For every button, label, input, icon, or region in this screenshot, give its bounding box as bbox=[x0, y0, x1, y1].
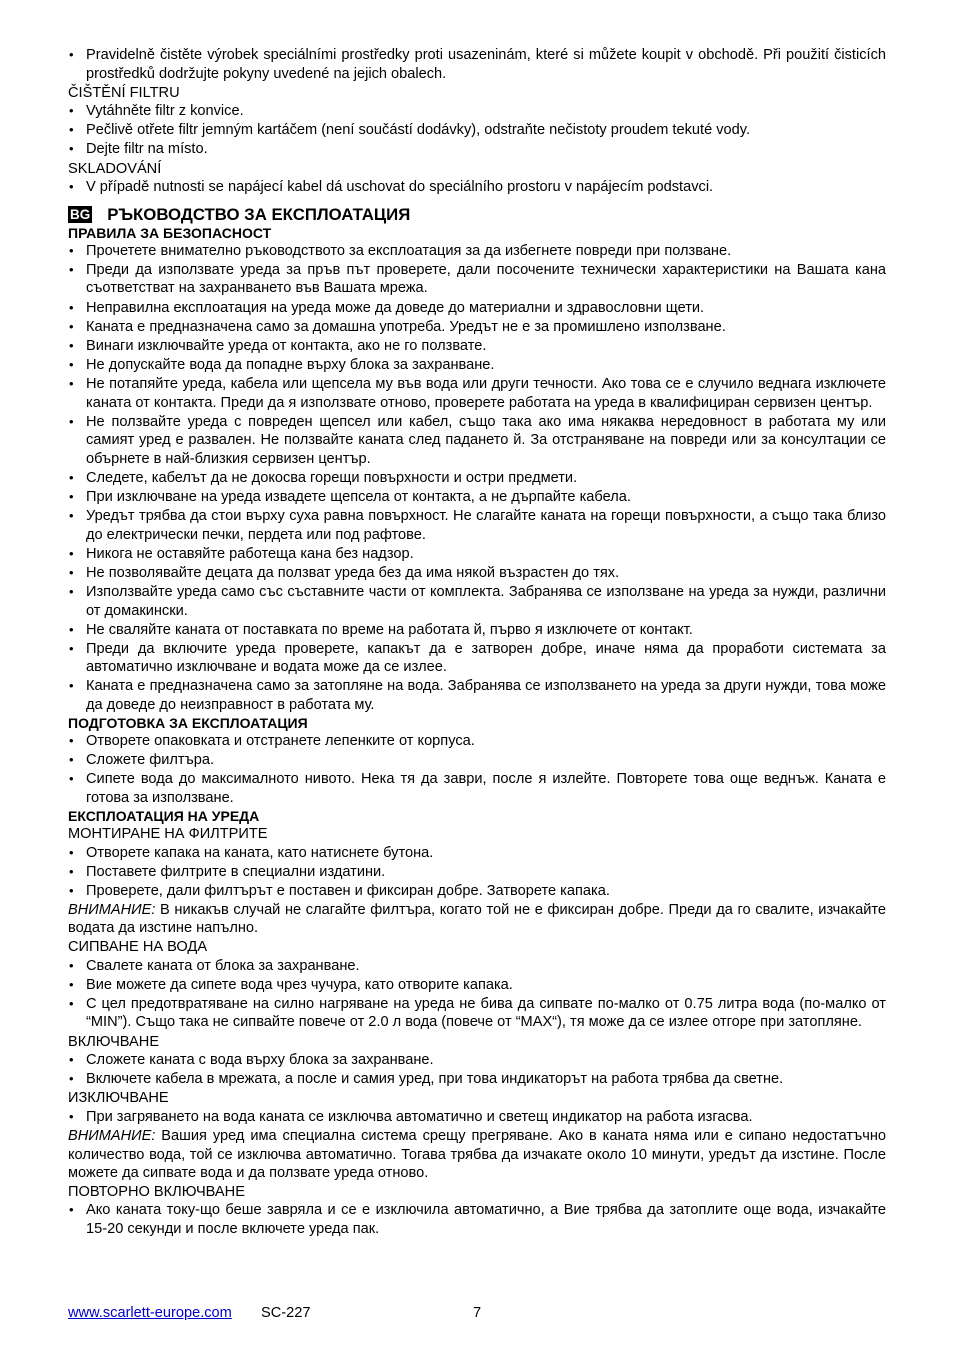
mount-list bbox=[68, 844, 886, 901]
list-item: • Отворете опаковката и отстранете лепенките от корпуса. bbox=[68, 732, 886, 751]
safety-list bbox=[68, 242, 886, 715]
list-item: • Каната е предназначена само за домашна употреба. Уредът не е за промишлено използване. bbox=[68, 318, 886, 337]
warning-text: В никакъв случай не слагайте филтъра, когато той не е фиксиран добре. Преди да го свалите, изчакайте водата да изстине напълно. bbox=[68, 901, 886, 937]
mount-note bbox=[68, 901, 886, 938]
bg-section-header bbox=[68, 205, 886, 225]
list-item: • Отворете капака на каната, като натиснете бутона. bbox=[68, 844, 886, 863]
cz-intro-list bbox=[68, 46, 886, 83]
mount-heading: МОНТИРАНЕ НА ФИЛТРИТЕ bbox=[68, 825, 268, 842]
list-item: • Не сваляйте каната от поставката по време на работата й, първо я изключете от контакт. bbox=[68, 621, 886, 640]
cz-storage-list bbox=[68, 178, 886, 197]
warning-text: Вашия уред има специална система срещу прегряване. Ако в каната няма или е сипано недостатъчно количество вода, той се изключва автоматично. Тогава трябва да изчакате около 10 минути, уредът да изстине. После можете да сипвате вода и да ползвате уреда отново. bbox=[68, 1127, 886, 1182]
model-number: SC-227 bbox=[261, 1305, 311, 1321]
list-item: • Използвайте уреда само със съставните части от комплекта. Забранява се използване на уреда за нужди, различни от домакински. bbox=[68, 583, 886, 620]
list-item: • Включете кабела в мрежата, а после и самия уред, при това индикаторът на работа трябва да светне. bbox=[68, 1070, 886, 1089]
list-item: • Pečlivě otřete filtr jemným kartáčem (není součástí dodávky), odstraňte nečistoty proudem tekuté vody. bbox=[68, 121, 886, 140]
off-note bbox=[68, 1127, 886, 1183]
list-item: • Проверете, дали филтърът е поставен и фиксиран добре. Затворете капака. bbox=[68, 882, 886, 901]
prep-heading: ПОДГОТОВКА ЗА ЕКСПЛОАТАЦИЯ bbox=[68, 715, 308, 732]
list-item: • Преди да използвате уреда за пръв път проверете, дали посочените технически характеристики на Вашата кана съответстват на захранването във Вашата мрежа. bbox=[68, 261, 886, 298]
restart-heading: ПОВТОРНО ВКЛЮЧВАНЕ bbox=[68, 1183, 245, 1200]
list-item: • Прочетете внимателно ръководството за експлоатация за да избегнете повреди при ползване. bbox=[68, 242, 886, 261]
list-item: • Сложете каната с вода върху блока за захранване. bbox=[68, 1051, 886, 1070]
list-item: • Уредът трябва да стои върху суха равна повърхност. Не слагайте каната на горещи повърхности, а също така близо до електрически печки, пердета или под рафтове. bbox=[68, 507, 886, 544]
list-item: • При изключване на уреда извадете щепсела от контакта, а не дърпайте кабела. bbox=[68, 488, 886, 507]
cz-storage-heading: SKLADOVÁNÍ bbox=[68, 160, 162, 177]
list-item: • Неправилна експлоатация на уреда може да доведе до материални и здравословни щети. bbox=[68, 299, 886, 318]
language-badge: BG bbox=[70, 207, 91, 223]
on-list bbox=[68, 1051, 886, 1089]
list-item: • Сложете филтъра. bbox=[68, 751, 886, 770]
safety-heading: ПРАВИЛА ЗА БЕЗОПАСНОСТ bbox=[68, 224, 272, 241]
list-item: • Сипете вода до максималното нивото. Нека тя да заври, после я излейте. Повторете това още веднъж. Каната е готова за използване. bbox=[68, 770, 886, 807]
list-item: • Не позволявайте децата да ползват уреда без да има някой възрастен до тях. bbox=[68, 564, 886, 583]
list-item: • Pravidelně čistěte výrobek speciálními prostředky proti usazeninám, které si můžete koupit v obchodě. Při použití čisticích prostředků dodržujte pokyny uvedené na jejich obalech. bbox=[68, 46, 886, 83]
list-item: • При загряването на вода каната се изключва автоматично и светещ индикатор на работа изгасва. bbox=[68, 1108, 886, 1127]
page-number: 7 bbox=[473, 1305, 482, 1321]
list-item: • Преди да включите уреда проверете, капакът да е затворен добре, иначе няма да проработи системата за автоматично изключване и водата може да се излее. bbox=[68, 640, 886, 677]
list-item: • Не ползвайте уреда с повреден щепсел или кабел, също така ако има някаква нередовност в работата му или самият уред е развален. Не ползвайте каната след падането й. За отстраняване на повреди или за консултации се обърнете в най-близкия сервизен център. bbox=[68, 413, 886, 469]
list-item: • Поставете филтрите в специални издатини. bbox=[68, 863, 886, 882]
page-footer bbox=[68, 1304, 886, 1323]
website-link[interactable]: www.scarlett-europe.com bbox=[68, 1305, 232, 1321]
list-item: • Каната е предназначена само за затопляне на вода. Забранява се използването на уреда за други нужди, това може да доведе до неизправност в работата му. bbox=[68, 677, 886, 714]
prep-list bbox=[68, 732, 886, 807]
off-heading: ИЗКЛЮЧВАНЕ bbox=[68, 1090, 169, 1107]
list-item: • Vytáhněte filtr z konvice. bbox=[68, 102, 886, 121]
section-title: РЪКОВОДСТВО ЗА ЕКСПЛОАТАЦИЯ bbox=[107, 204, 411, 224]
list-item: • Не потапяйте уреда, кабела или щепсела му във вода или други течности. Ако това се е случило веднага изключете каната от контакта. Преди да я използвате отново, проверете работата на уреда в квалифициран сервизен център. bbox=[68, 375, 886, 412]
list-item: • С цел предотвратяване на силно нагряване на уреда не бива да сипвате по-малко от 0.75 литра вода (по-малко от “MIN”). Също така не сипвайте повече от 2.0 л вода (повече от “MAX“), тя може да се излее отгоре при затопляне. bbox=[68, 995, 886, 1032]
list-item: • Никога не оставяйте работеща кана без надзор. bbox=[68, 545, 886, 564]
cz-filter-heading: ČIŠTĚNÍ FILTRU bbox=[68, 84, 180, 101]
list-item: • Винаги изключвайте уреда от контакта, ако не го ползвате. bbox=[68, 337, 886, 356]
on-heading: ВКЛЮЧВАНЕ bbox=[68, 1033, 160, 1050]
operation-heading: ЕКСПЛОАТАЦИЯ НА УРЕДА bbox=[68, 807, 260, 824]
cz-filter-list bbox=[68, 102, 886, 159]
manual-page bbox=[68, 46, 886, 1239]
off-list bbox=[68, 1108, 886, 1127]
warning-label: ВНИМАНИЕ: bbox=[68, 1127, 156, 1144]
fill-list bbox=[68, 957, 886, 1032]
list-item: • Вие можете да сипете вода чрез чучура, като отворите капака. bbox=[68, 976, 886, 995]
list-item: • Следете, кабелът да не докосва горещи повърхности и остри предмети. bbox=[68, 469, 886, 488]
list-item: • Dejte filtr na místo. bbox=[68, 140, 886, 159]
list-item: • Не допускайте вода да попадне върху блока за захранване. bbox=[68, 356, 886, 375]
warning-label: ВНИМАНИЕ: bbox=[68, 901, 156, 918]
list-item: • Свалете каната от блока за захранване. bbox=[68, 957, 886, 976]
restart-list bbox=[68, 1201, 886, 1238]
list-item: • Ако каната току-що беше завряла и се е изключила автоматично, а Вие трябва да затоплите още вода, изчакайте 15-20 секунди и после включете уреда пак. bbox=[68, 1201, 886, 1238]
list-item: • V případě nutnosti se napájecí kabel dá uschovat do speciálního prostoru v napájecím podstavci. bbox=[68, 178, 886, 197]
fill-heading: СИПВАНЕ НА ВОДА bbox=[68, 939, 208, 956]
